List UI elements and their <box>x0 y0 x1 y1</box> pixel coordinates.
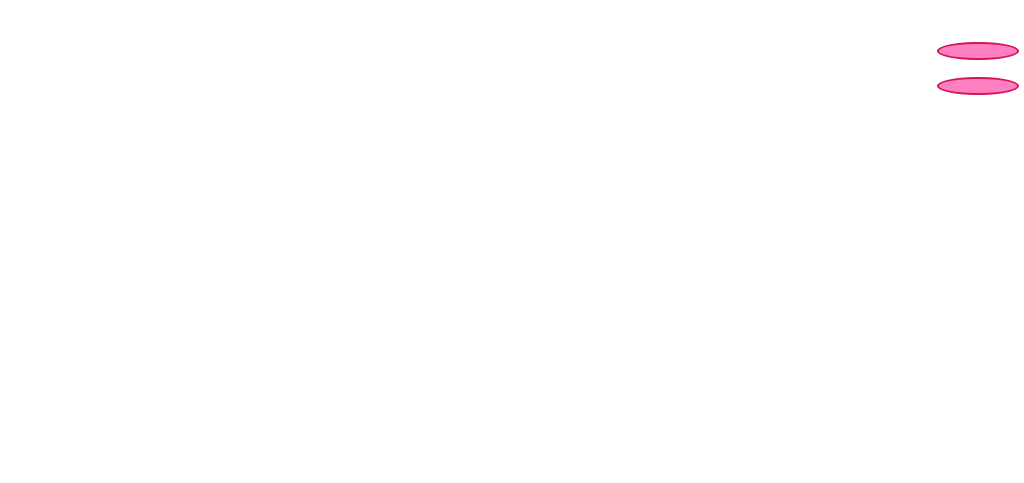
top-header-values <box>135 14 880 26</box>
ratio-highlight-oval-outsourcing <box>937 77 1019 95</box>
ratio-highlight-oval-sales <box>937 42 1019 60</box>
